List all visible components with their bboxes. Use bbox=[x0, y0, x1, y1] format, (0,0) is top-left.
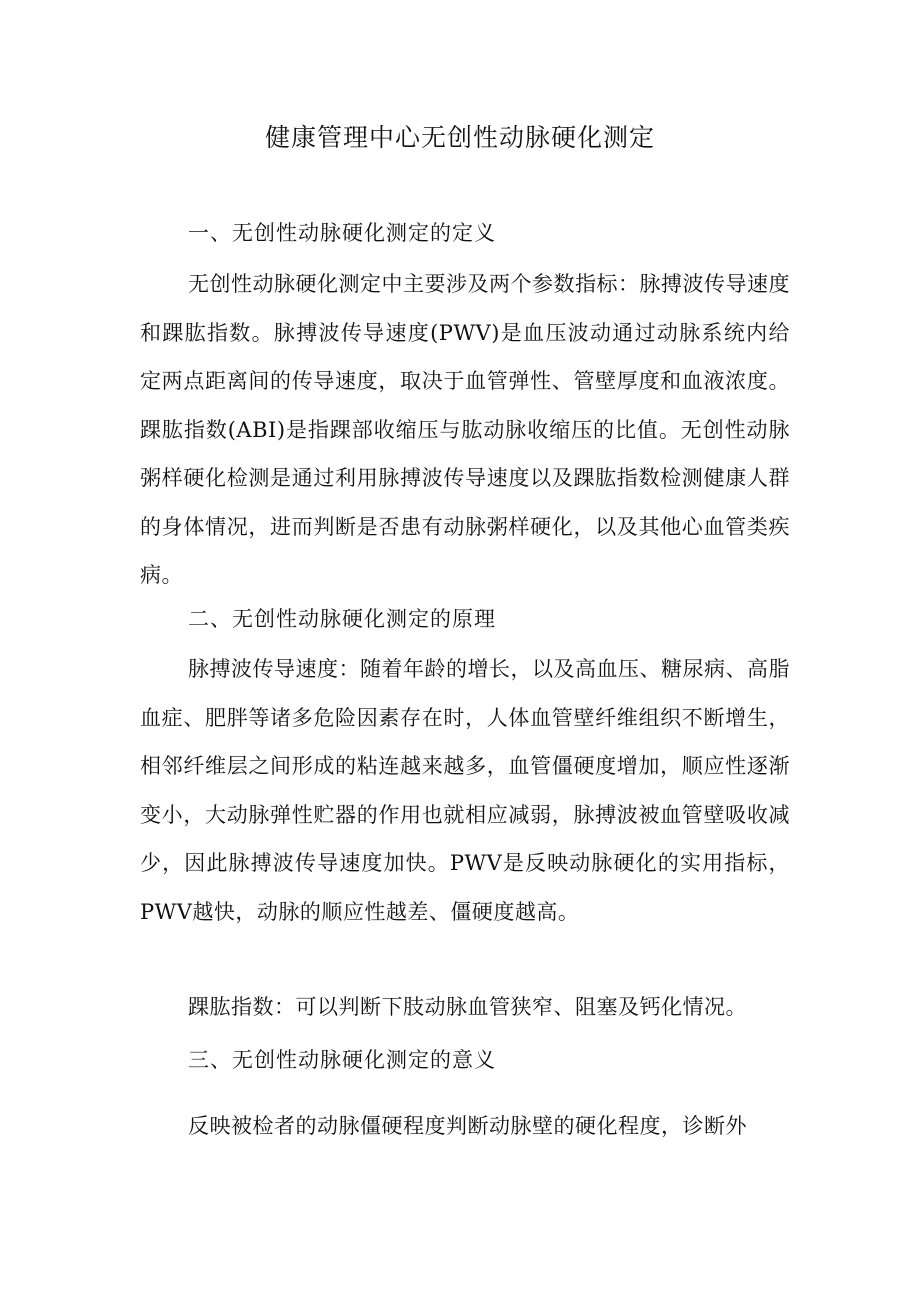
paragraph-significance: 反映被检者的动脉僵硬程度判断动脉壁的硬化程度，诊断外 bbox=[188, 1114, 747, 1138]
document-title: 健康管理中心无创性动脉硬化测定 bbox=[264, 123, 655, 152]
paragraph-abi-principle: 踝肱指数：可以判断下肢动脉血管狭窄、阻塞及钙化情况。 bbox=[188, 995, 747, 1019]
paragraph-definition: 无创性动脉硬化测定中主要涉及两个参数指标：脉搏波传导速度和踝肱指数。脉搏波传导速度(PWV)是血压波动通过动脉系统内给定两点距离间的传导速度，取决于血管弹性、管壁厚度和血液浓度。踝肱指数(ABI)是指踝部收缩压与肱动脉收缩压的比值。无创性动脉粥样硬化检测是通过利用脉搏波传导速度以及踝肱指数检测健康人群的身体情况，进而判断是否患有动脉粥样硬化，以及其他心血管类疾病。 bbox=[140, 272, 790, 587]
section-heading-principle: 二、无创性动脉硬化测定的原理 bbox=[188, 607, 496, 631]
paragraph-pwv-principle: 脉搏波传导速度：随着年龄的增长，以及高血压、糖尿病、高脂血症、肥胖等诸多危险因素存在时，人体血管壁纤维组织不断增生，相邻纤维层之间形成的粘连越来越多，血管僵硬度增加，顺应性逐渐变小，大动脉弹性贮器的作用也就相应减弱，脉搏波被血管壁吸收减少，因此脉搏波传导速度加快。PWV是反映动脉硬化的实用指标，PWV越快，动脉的顺应性越差、僵硬度越高。 bbox=[140, 657, 790, 924]
section-heading-significance: 三、无创性动脉硬化测定的意义 bbox=[188, 1048, 496, 1072]
section-heading-definition: 一、无创性动脉硬化测定的定义 bbox=[188, 221, 496, 245]
